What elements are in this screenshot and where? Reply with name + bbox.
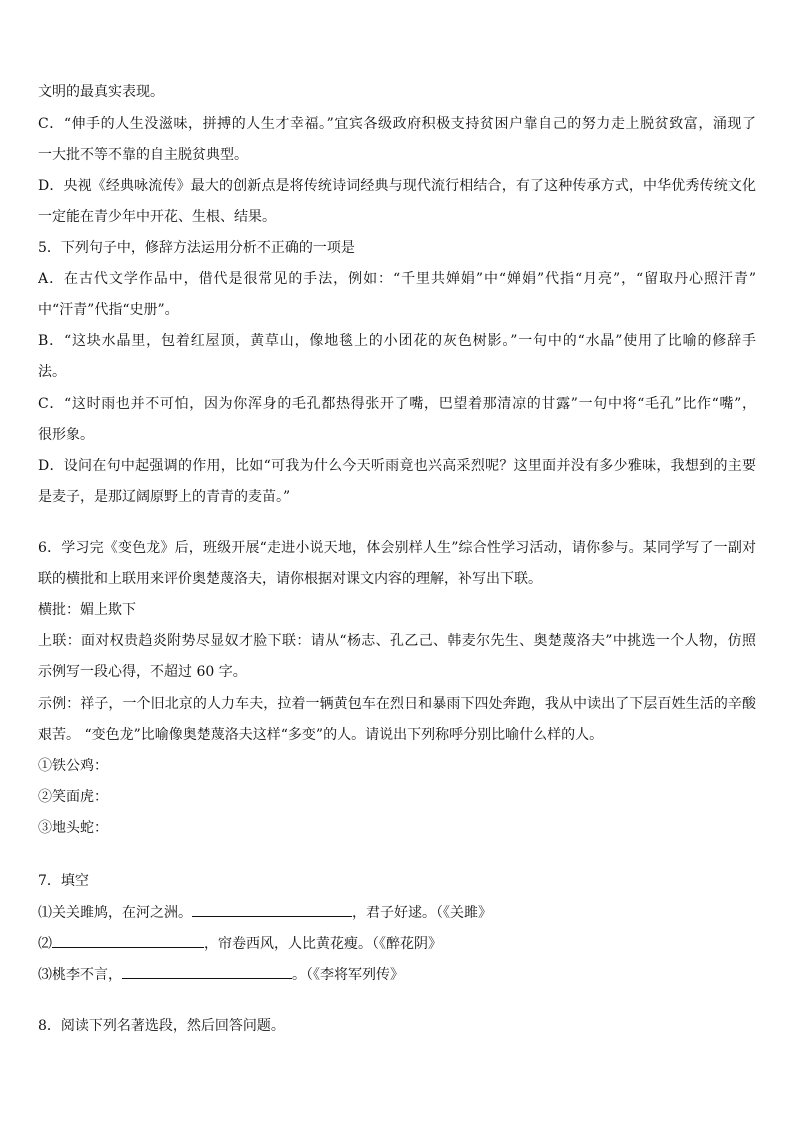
text-line: 很形象。: [38, 427, 94, 443]
fill-item-3: [38, 964, 756, 985]
question-6-title: 6．学习完《变色龙》后，班级开展“走进小说天地，体会别样人生”综合性学习活动，请你参与。某同学写了一副对: [38, 540, 756, 556]
couplet-banner: 横批：媚上欺下: [38, 602, 136, 618]
fill-item-2-prefix: ⑵: [38, 936, 52, 952]
text-line: 文明的最真实表现。: [38, 84, 164, 100]
fill-item-2: [38, 933, 756, 954]
text-line: 艰苦。 “变色龙”比喻像奥楚蔑洛夫这样“多变”的人。请说出下列称呼分别比喻什么样的人。: [38, 727, 604, 743]
sub-item-1: ①铁公鸡：: [38, 758, 108, 774]
couplet-first-line: 上联：面对权贵趋炎附势尽显奴才脸下联：请从“杨志、孔乙己、韩麦尔先生、奥楚蔑洛夫”中挑选一个人物，仿照: [38, 633, 756, 649]
q5-option-b: B．“这块水晶里，包着红屋顶，黄草山，像地毯上的小团花的灰色树影。”一句中的“水晶”使用了比喻的修辞手: [38, 333, 756, 349]
text-line: 是麦子，是那辽阔原野上的青青的麦苗。”: [38, 489, 291, 505]
sub-item-3: ③地头蛇：: [38, 820, 108, 836]
text-line: 法。: [38, 364, 66, 380]
text-line: 一大批不等不靠的自主脱贫典型。: [38, 147, 248, 163]
text-line: 中“汗青”代指“史册”。: [38, 302, 179, 318]
q5-option-d: D．设问在句中起强调的作用，比如“可我为什么今天听雨竟也兴高采烈呢？这里面并没有多少雅味，我想到的主要: [38, 458, 756, 474]
fill-item-3-suffix: 。（《李将军列传》: [292, 967, 404, 983]
fill-item-2-suffix: ，帘卷西风，人比黄花瘦。（《醉花阴》: [204, 936, 442, 952]
fill-item-3-prefix: ⑶桃李不言，: [38, 967, 122, 983]
answer-blank-3[interactable]: [122, 964, 292, 979]
sub-item-2: ②笑面虎：: [38, 789, 108, 805]
text-line: 联的横批和上联用来评价奥楚蔑洛夫，请你根据对课文内容的理解，补写出下联。: [38, 571, 542, 587]
option-d-prev: D．央视《经典咏流传》最大的创新点是将传统诗词经典与现代流行相结合，有了这种传承方式，中华优秀传统文化: [38, 178, 756, 194]
question-7-title: 7．填空: [38, 873, 89, 889]
text-line: 一定能在青少年中开花、生根、结果。: [38, 209, 276, 225]
question-8-title: 8．阅读下列名著选段，然后回答问题。: [38, 1018, 285, 1034]
fill-item-1: [38, 902, 756, 923]
answer-blank-1[interactable]: [192, 902, 352, 917]
question-5-title: 5．下列句子中，修辞方法运用分析不正确的一项是: [38, 240, 355, 256]
fill-item-1-suffix: ，君子好逑。（《关雎》: [352, 905, 492, 921]
example-text: 示例：祥子，一个旧北京的人力车夫，拉着一辆黄包车在烈日和暴雨下四处奔跑，我从中读出了下层百姓生活的辛酸: [38, 696, 756, 712]
fill-item-1-prefix: ⑴关关雎鸠，在河之洲。: [38, 905, 192, 921]
q5-option-c: C．“这时雨也并不可怕，因为你浑身的毛孔都热得张开了嘴，巴望着那清凉的甘露”一句中将“毛孔”比作“嘴”，: [38, 396, 756, 412]
option-c-prev: C．“伸手的人生没滋味，拼搏的人生才幸福。”宜宾各级政府积极支持贫困户靠自己的努力走上脱贫致富，涌现了: [38, 116, 756, 132]
answer-blank-2[interactable]: [52, 933, 204, 948]
text-line: 示例写一段心得，不超过 60 字。: [38, 664, 247, 680]
q5-option-a: A．在古代文学作品中，借代是很常见的手法，例如：“千里共婵娟”中“婵娟”代指“月亮”，“留取丹心照汗青”: [38, 271, 756, 287]
